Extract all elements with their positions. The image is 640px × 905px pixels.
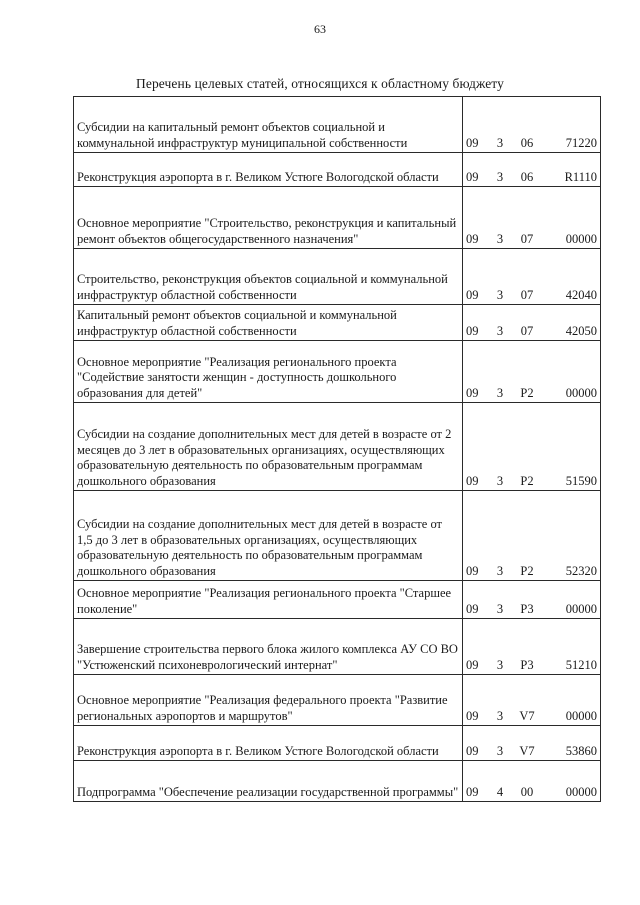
item-code-cell <box>463 675 601 726</box>
code-part-c1: 09 <box>466 657 479 672</box>
code-part-c4: 51210 <box>565 657 597 672</box>
item-code-cell <box>463 187 601 249</box>
code-part-c1: 09 <box>466 135 479 150</box>
code-part-c1: 09 <box>466 708 479 723</box>
code-part-c3: P2 <box>520 473 534 488</box>
code-part-c3: 00 <box>520 784 534 799</box>
code-part-c1: 09 <box>466 385 479 400</box>
code-part-c1: 09 <box>466 473 479 488</box>
code-parts <box>466 288 597 304</box>
code-part-c4: 00000 <box>565 385 597 400</box>
code-part-c3: 07 <box>520 287 534 302</box>
code-part-c2: 4 <box>496 784 504 799</box>
item-name-cell: Строительство, реконструкция объектов социальной и коммунальной инфраструктур областной собственности <box>74 249 463 305</box>
code-parts <box>466 386 597 402</box>
table-row <box>74 249 601 305</box>
code-part-c2: 3 <box>496 657 504 672</box>
code-part-c3: V7 <box>519 708 535 723</box>
item-code-cell <box>463 761 601 802</box>
code-part-c3: 06 <box>520 169 534 184</box>
code-part-c3: 07 <box>520 231 534 246</box>
document-title: Перечень целевых статей, относящихся к областному бюджету <box>136 76 504 91</box>
table-row <box>74 491 601 581</box>
code-part-c4: R1110 <box>564 169 597 184</box>
item-code-cell <box>463 619 601 675</box>
code-part-c1: 09 <box>466 169 479 184</box>
code-part-c4: 42040 <box>565 287 597 302</box>
table-row <box>74 341 601 403</box>
code-part-c1: 09 <box>466 743 479 758</box>
code-parts <box>466 785 597 801</box>
table-row <box>74 761 601 802</box>
code-part-c2: 3 <box>496 601 504 616</box>
target-items-table <box>73 96 601 802</box>
code-part-c1: 09 <box>466 323 479 338</box>
code-part-c1: 09 <box>466 287 479 302</box>
item-name-cell: Капитальный ремонт объектов социальной и коммунальной инфраструктур областной собственности <box>74 305 463 341</box>
item-name-cell: Реконструкция аэропорта в г. Великом Устюге Вологодской области <box>74 153 463 187</box>
item-name-cell: Субсидии на капитальный ремонт объектов социальной и коммунальной инфраструктур муниципальной собственности <box>74 97 463 153</box>
table-row <box>74 97 601 153</box>
code-parts <box>466 744 597 760</box>
code-parts <box>466 602 597 618</box>
item-name-cell: Субсидии на создание дополнительных мест для детей в возрасте от 2 месяцев до 3 лет в образовательных организациях, осуществляющих образовательную деятельность по образовательным программам дошкольного образования <box>74 403 463 491</box>
table-row <box>74 153 601 187</box>
item-code-cell <box>463 726 601 761</box>
code-part-c3: P3 <box>520 601 534 616</box>
item-code-cell <box>463 249 601 305</box>
code-part-c3: 07 <box>520 323 534 338</box>
code-parts <box>466 232 597 248</box>
code-part-c2: 3 <box>496 743 504 758</box>
code-part-c2: 3 <box>496 287 504 302</box>
code-part-c4: 00000 <box>565 231 597 246</box>
code-part-c4: 52320 <box>565 563 597 578</box>
code-part-c4: 00000 <box>565 601 597 616</box>
table-row <box>74 619 601 675</box>
code-part-c2: 3 <box>496 169 504 184</box>
code-part-c4: 00000 <box>565 784 597 799</box>
code-parts <box>466 324 597 340</box>
code-part-c1: 09 <box>466 231 479 246</box>
code-part-c4: 00000 <box>565 708 597 723</box>
code-parts <box>466 474 597 490</box>
code-parts <box>466 136 597 152</box>
page-number: 63 <box>314 22 326 36</box>
item-code-cell <box>463 97 601 153</box>
code-part-c1: 09 <box>466 784 479 799</box>
item-name-cell: Основное мероприятие "Реализация регионального проекта "Содействие занятости женщин - доступность дошкольного образования для детей" <box>74 341 463 403</box>
item-name-cell: Субсидии на создание дополнительных мест для детей в возрасте от 1,5 до 3 лет в образовательных организациях, осуществляющих образовательную деятельность по образовательным программам дошкольного образования <box>74 491 463 581</box>
table-row <box>74 675 601 726</box>
code-part-c4: 53860 <box>565 743 597 758</box>
item-name-cell: Основное мероприятие "Реализация регионального проекта "Старшее поколение" <box>74 581 463 619</box>
code-part-c4: 51590 <box>565 473 597 488</box>
code-part-c4: 71220 <box>565 135 597 150</box>
item-name-cell: Реконструкция аэропорта в г. Великом Устюге Вологодской области <box>74 726 463 761</box>
table-row <box>74 726 601 761</box>
code-part-c4: 42050 <box>565 323 597 338</box>
code-parts <box>466 658 597 674</box>
code-part-c2: 3 <box>496 231 504 246</box>
code-part-c2: 3 <box>496 473 504 488</box>
code-part-c1: 09 <box>466 563 479 578</box>
table-row <box>74 403 601 491</box>
table-row <box>74 581 601 619</box>
code-part-c2: 3 <box>496 385 504 400</box>
item-name-cell: Подпрограмма "Обеспечение реализации государственной программы" <box>74 761 463 802</box>
code-part-c2: 3 <box>496 708 504 723</box>
code-part-c3: 06 <box>520 135 534 150</box>
table-row <box>74 305 601 341</box>
code-part-c3: P3 <box>520 657 534 672</box>
code-part-c3: P2 <box>520 563 534 578</box>
code-part-c2: 3 <box>496 323 504 338</box>
item-code-cell <box>463 403 601 491</box>
item-name-cell: Завершение строительства первого блока жилого комплекса АУ СО ВО "Устюженский психоневрологический интернат" <box>74 619 463 675</box>
code-part-c3: V7 <box>519 743 535 758</box>
item-code-cell <box>463 341 601 403</box>
code-part-c2: 3 <box>496 563 504 578</box>
code-parts <box>466 564 597 580</box>
table-row <box>74 187 601 249</box>
code-part-c2: 3 <box>496 135 504 150</box>
code-part-c1: 09 <box>466 601 479 616</box>
code-parts <box>466 170 597 186</box>
item-name-cell: Основное мероприятие "Строительство, реконструкция и капитальный ремонт объектов общегосударственного назначения" <box>74 187 463 249</box>
item-code-cell <box>463 491 601 581</box>
table-body <box>74 97 601 802</box>
item-code-cell <box>463 305 601 341</box>
item-code-cell <box>463 581 601 619</box>
item-name-cell: Основное мероприятие "Реализация федерального проекта "Развитие региональных аэропортов и маршрутов" <box>74 675 463 726</box>
code-parts <box>466 709 597 725</box>
item-code-cell <box>463 153 601 187</box>
code-part-c3: P2 <box>520 385 534 400</box>
